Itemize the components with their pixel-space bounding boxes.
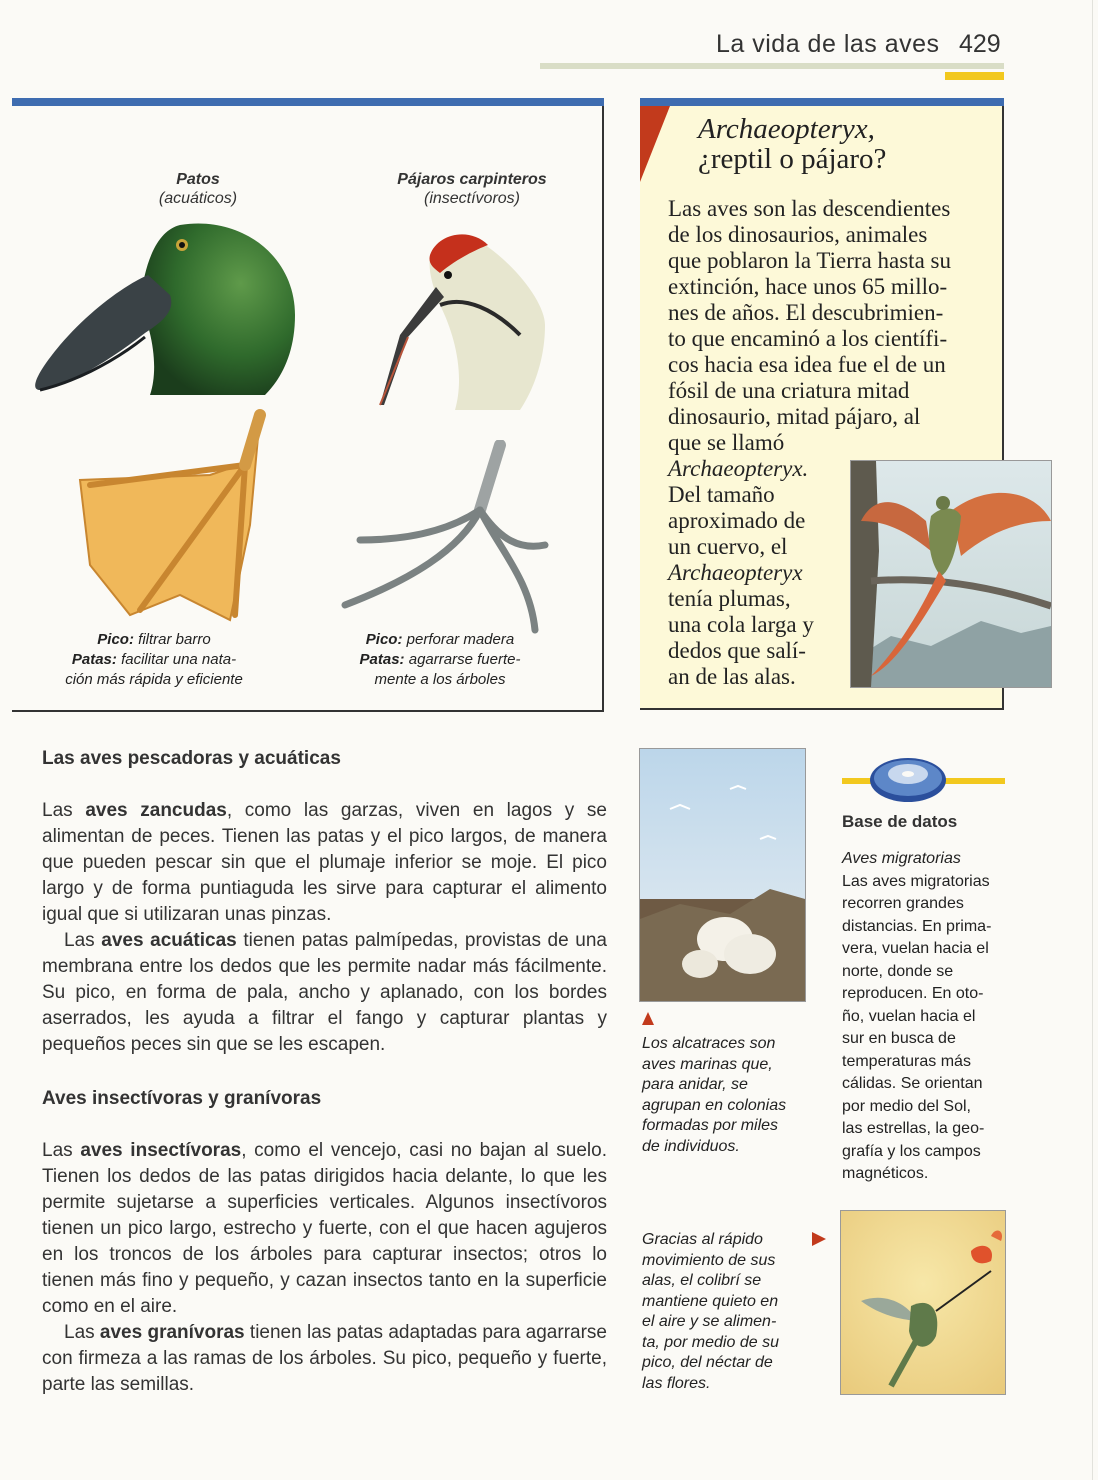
text: Las: [42, 1140, 81, 1161]
woodpecker-caption: [300, 630, 580, 690]
sidebar-title: [698, 114, 998, 174]
woodpecker-beak-label: Pico:: [365, 631, 403, 648]
caption-line: para anidar, se: [642, 1076, 748, 1093]
sidebar-line: Las aves son las descendientes: [668, 196, 951, 221]
database-line: reproducen. En oto-: [842, 985, 984, 1002]
sidebar-line: Del tamaño: [668, 482, 775, 507]
sidebar-title-line-1: Archaeopteryx,: [698, 113, 875, 145]
woodpecker-head-illustration: [370, 225, 550, 415]
text: tienen las patas adaptadas para agarrarse con firmeza a las ramas de los árboles. Su pico, pequeño y fuerte, parte las semillas.: [42, 1322, 607, 1395]
sidebar-line: dedos que salí-: [668, 638, 806, 663]
sidebar-top-bar: [640, 98, 1004, 106]
page-edge: [1092, 0, 1093, 1480]
duck-foot-illustration: [70, 405, 270, 630]
hummingbird-caption: [642, 1230, 812, 1394]
duck-title: Patos: [176, 171, 220, 188]
hummingbird-photo: [840, 1210, 1006, 1395]
duck-feet-text-1: facilitar una nata-: [121, 651, 237, 668]
woodpecker-title: Pájaros carpinteros: [397, 171, 547, 188]
sidebar-line: dinosaurio, mitad pájaro, al: [668, 404, 921, 429]
caption-line: las flores.: [642, 1374, 711, 1392]
duck-feet-text-2: ción más rápida y eficiente: [65, 671, 243, 688]
term-bold: aves acuáticas: [101, 930, 237, 951]
woodpecker-feet-text-1: agarrarse fuerte-: [408, 651, 521, 668]
duck-beak-text: filtrar barro: [138, 631, 211, 648]
sidebar-line: Archaeopteryx: [668, 560, 803, 585]
caption-line: Los alcatraces son: [642, 1035, 776, 1052]
sidebar-line: nes de años. El descubrimien-: [668, 300, 944, 325]
archaeopteryx-illustration: [850, 460, 1052, 688]
sidebar-line: de los dinosaurios, animales: [668, 222, 928, 247]
duck-heading: [78, 170, 318, 208]
page-number: 429: [959, 30, 1001, 58]
header-rule: [540, 63, 1004, 69]
database-line: por medio del Sol,: [842, 1097, 971, 1115]
sidebar-line: que poblaron la Tierra hasta su: [668, 248, 951, 273]
woodpecker-feet-label: Patas:: [359, 651, 405, 668]
database-line: las estrellas, la geo-: [842, 1120, 985, 1137]
section-title: La vida de las aves: [716, 30, 940, 58]
sidebar-line: cos hacia esa idea fue el de un: [668, 352, 946, 377]
sidebar-red-corner: [640, 106, 670, 182]
duck-subtitle: (acuáticos): [158, 190, 238, 207]
text: Las: [64, 930, 102, 951]
woodpecker-beak-text: perforar madera: [406, 631, 515, 648]
woodpecker-subtitle: (insectívoros): [423, 190, 521, 207]
sidebar-title-line-2: ¿reptil o pájaro?: [698, 143, 887, 175]
sidebar-line: aproximado de: [668, 508, 806, 533]
database-line: recorren grandes: [842, 895, 964, 912]
text: Las: [42, 800, 86, 821]
section-heading-insectivores: Aves insectívoras y granívoras: [42, 1088, 322, 1109]
sidebar-line: an de las alas.: [668, 664, 796, 689]
caption-line: alas, el colibrí se: [642, 1272, 762, 1289]
database-line: norte, donde se: [842, 962, 954, 980]
section-1-body: [42, 798, 607, 1058]
database-line: temperaturas más: [842, 1052, 971, 1070]
database-line: Las aves migratorias: [842, 872, 990, 890]
woodpecker-feet-text-2: mente a los árboles: [374, 671, 506, 688]
gannet-colony-photo: [639, 748, 806, 1002]
caption-line: agrupan en colonias: [642, 1096, 787, 1114]
sidebar-line: fósil de una criatura mitad: [668, 378, 910, 403]
caption-line: aves marinas que,: [642, 1055, 773, 1073]
database-text: [842, 848, 1010, 1186]
duck-beak-label: Pico:: [97, 631, 134, 648]
text: , como el vencejo, casi no bajan al suelo. Tienen los dedos de las patas dirigidos hacia delante, lo que les permite sujetarse a superficies verticales. Algunos insectívoros tienen un pico largo, estrecho y fuerte, con el que hacen agujeros en los troncos de los árboles para capturar insectos; otros lo tienen más fino y pequeño, y cazan insectos tanto en la superficie como en el aire.: [42, 1140, 607, 1317]
sidebar-line: Archaeopteryx.: [668, 456, 809, 481]
caption-line: de individuos.: [642, 1137, 740, 1155]
gannet-caption: [642, 1034, 822, 1157]
database-line: distancias. En prima-: [842, 917, 992, 935]
paragraph: [42, 798, 607, 928]
sidebar-line: una cola larga y: [668, 612, 814, 637]
term-bold: aves zancudas: [85, 800, 227, 821]
text: tienen patas palmípedas, provistas de una membrana entre los dedos que les permite nadar más fácilmente. Su pico, en forma de pala, ancho y aplanado, con los bordes aserrados, les ayuda a filtrar el fango y capturar plantas y pequeños peces sin que se les escapen.: [42, 930, 607, 1055]
caption-line: ta, por medio de su: [642, 1333, 779, 1351]
duck-caption: [14, 630, 294, 690]
database-line: grafía y los campos: [842, 1142, 981, 1160]
duck-feet-label: Patas:: [71, 651, 117, 668]
term-bold: aves granívoras: [99, 1322, 245, 1343]
header-tab: [945, 72, 1004, 80]
cd-rom-icon: [868, 748, 948, 808]
text: , como las garzas, viven en lagos y se alimentan de peces. Tienen las patas y el pico largos, de manera que pueden pescar sin que el plumaje inferior se moje. El pico largo y de forma puntiaguda les sirve para capturar el alimento igual que si utilizaran unas pinzas.: [42, 800, 607, 925]
database-line: sur en busca de: [842, 1030, 956, 1047]
figure-top-bar: [12, 98, 604, 106]
sidebar-line: to que encaminó a los científi-: [668, 326, 948, 351]
database-title: Base de datos: [842, 812, 958, 831]
paragraph: [42, 1320, 607, 1398]
duck-head-illustration: [30, 215, 305, 400]
database-line: magnéticos.: [842, 1165, 929, 1182]
database-subtitle: Aves migratorias: [842, 850, 961, 867]
caption-line: movimiento de sus: [642, 1251, 776, 1269]
triangle-right-icon: [812, 1232, 826, 1246]
sidebar-line: un cuervo, el: [668, 534, 788, 559]
paragraph: [42, 928, 607, 1058]
text: Las: [64, 1322, 100, 1343]
caption-line: pico, del néctar de: [642, 1354, 773, 1371]
sidebar-line: tenía plumas,: [668, 586, 791, 611]
woodpecker-heading: [352, 170, 592, 208]
section-2-body: [42, 1138, 607, 1398]
caption-line: mantiene quieto en: [642, 1292, 779, 1310]
sidebar-line: que se llamó: [668, 430, 785, 455]
caption-line: formadas por miles: [642, 1117, 779, 1134]
database-line: ño, vuelan hacia el: [842, 1007, 976, 1025]
caption-line: Gracias al rápido: [642, 1231, 763, 1248]
woodpecker-foot-illustration: [340, 440, 550, 640]
sidebar-line: extinción, hace unos 65 millo-: [668, 274, 948, 299]
triangle-up-icon: [642, 1012, 654, 1025]
database-line: vera, vuelan hacia el: [842, 940, 989, 957]
database-line: cálidas. Se orientan: [842, 1075, 983, 1092]
paragraph: [42, 1138, 607, 1320]
caption-line: el aire y se alimen-: [642, 1313, 777, 1330]
term-bold: aves insectívoras: [80, 1140, 242, 1161]
section-heading-fishing-birds: Las aves pescadoras y acuáticas: [42, 748, 341, 769]
